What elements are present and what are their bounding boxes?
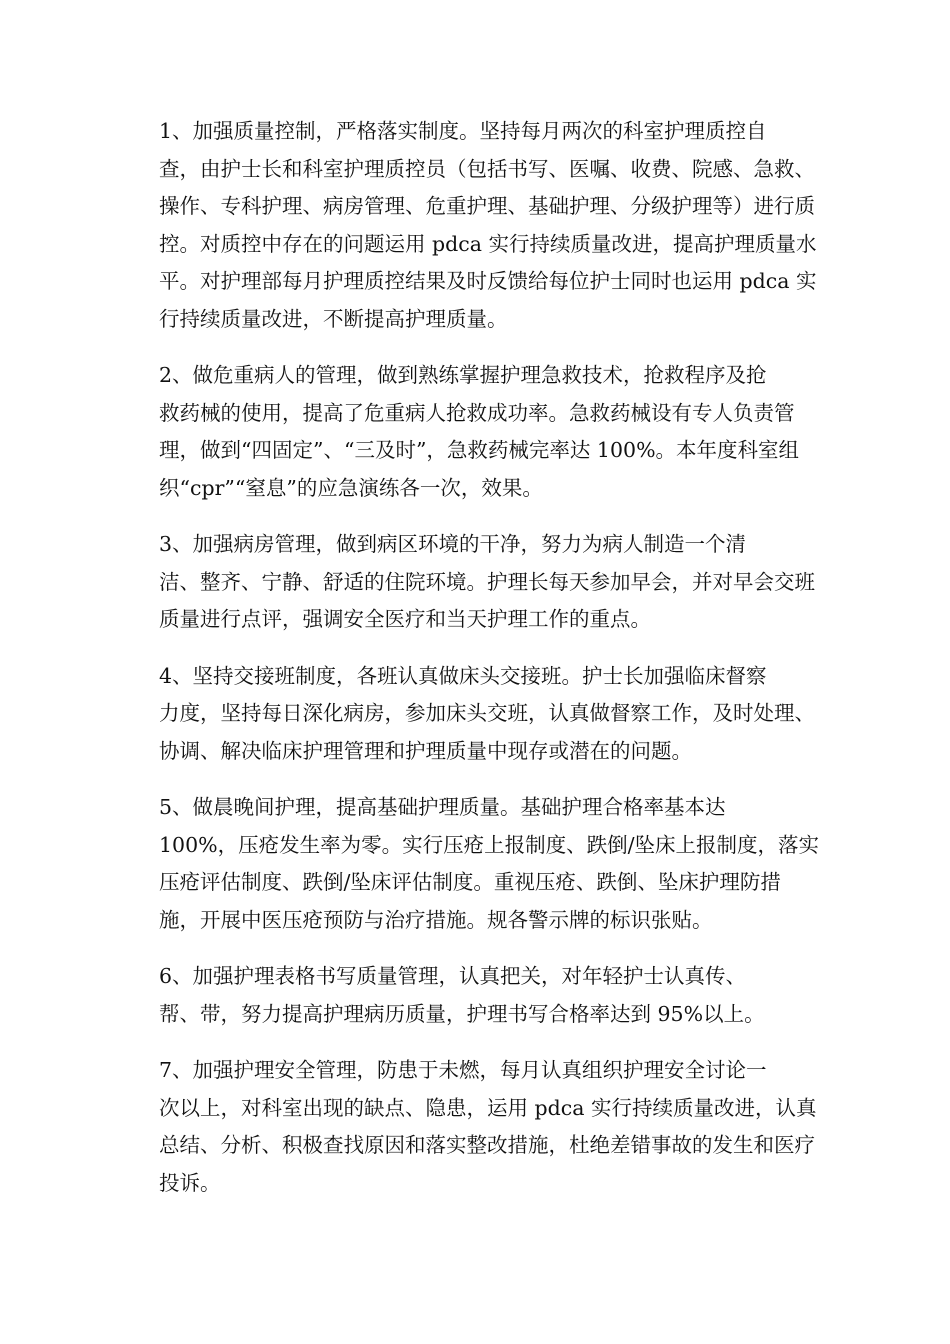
paragraph-line: 帮、带，努力提高护理病历质量，护理书写合格率达到 95%以上。	[159, 1001, 765, 1026]
paragraph-line: 6、加强护理表格书写质量管理，认真把关，对年轻护士认真传、	[159, 964, 747, 988]
paragraph-line: 理，做到“四固定”、“三及时”，急救药械完率达 100%。本年度科室组	[159, 438, 800, 462]
paragraph-line: 协调、解决临床护理管理和护理质量中现存或潜在的问题。	[159, 738, 692, 763]
document-body	[116, 113, 838, 1221]
paragraph-line: 100%，压疮发生率为零。实行压疮上报制度、跌倒/坠床上报制度，落实	[159, 832, 820, 857]
paragraph-line: 力度，坚持每日深化病房，参加床头交班，认真做督察工作，及时处理、	[159, 701, 815, 725]
paragraph-line: 控。对质控中存在的问题运用 pdca 实行持续质量改进，提高护理质量水	[159, 231, 817, 256]
paragraph-line: 次以上，对科室出现的缺点、隐患，运用 pdca 实行持续质量改进，认真	[159, 1095, 817, 1120]
paragraph-line: 织“cpr”“窒息”的应急演练各一次，效果。	[159, 475, 543, 500]
paragraph-line: 查，由护士长和科室护理质控员（包括书写、医嘱、收费、院感、急救、	[159, 156, 815, 181]
paragraph-line: 操作、专科护理、病房管理、危重护理、基础护理、分级护理等）进行质	[159, 194, 815, 218]
paragraph-3	[116, 526, 838, 639]
paragraph-line: 4、坚持交接班制度，各班认真做床头交接班。护士长加强临床督察	[159, 663, 767, 688]
paragraph-line: 平。对护理部每月护理质控结果及时反馈给每位护士同时也运用 pdca 实	[159, 269, 817, 293]
paragraph-line: 行持续质量改进，不断提高护理质量。	[159, 306, 508, 331]
paragraph-6	[116, 958, 838, 1033]
paragraph-line: 洁、整齐、宁静、舒适的住院环境。护理长每天参加早会，并对早会交班	[159, 569, 815, 594]
paragraph-2	[116, 357, 838, 507]
paragraph-4	[116, 658, 838, 771]
paragraph-line: 3、加强病房管理，做到病区环境的干净，努力为病人制造一个清	[159, 532, 747, 556]
paragraph-1	[116, 113, 838, 338]
paragraph-line: 投诉。	[159, 1170, 221, 1195]
paragraph-5	[116, 789, 838, 939]
paragraph-line: 总结、分析、积极查找原因和落实整改措施，杜绝差错事故的发生和医疗	[159, 1133, 815, 1157]
paragraph-line: 质量进行点评，强调安全医疗和当天护理工作的重点。	[159, 607, 651, 631]
paragraph-7	[116, 1052, 838, 1202]
paragraph-line: 1、加强质量控制，严格落实制度。坚持每月两次的科室护理质控自	[159, 119, 767, 143]
paragraph-line: 压疮评估制度、跌倒/坠床评估制度。重视压疮、跌倒、坠床护理防措	[159, 870, 781, 894]
paragraph-line: 5、做晨晚间护理，提高基础护理质量。基础护理合格率基本达	[159, 795, 726, 819]
paragraph-line: 救药械的使用，提高了危重病人抢救成功率。急救药械设有专人负责管	[159, 400, 795, 425]
paragraph-line: 7、加强护理安全管理，防患于未燃，每月认真组织护理安全讨论一	[159, 1058, 767, 1082]
paragraph-line: 施，开展中医压疮预防与治疗措施。规各警示牌的标识张贴。	[159, 907, 713, 932]
paragraph-line: 2、做危重病人的管理，做到熟练掌握护理急救技术，抢救程序及抢	[159, 363, 767, 387]
